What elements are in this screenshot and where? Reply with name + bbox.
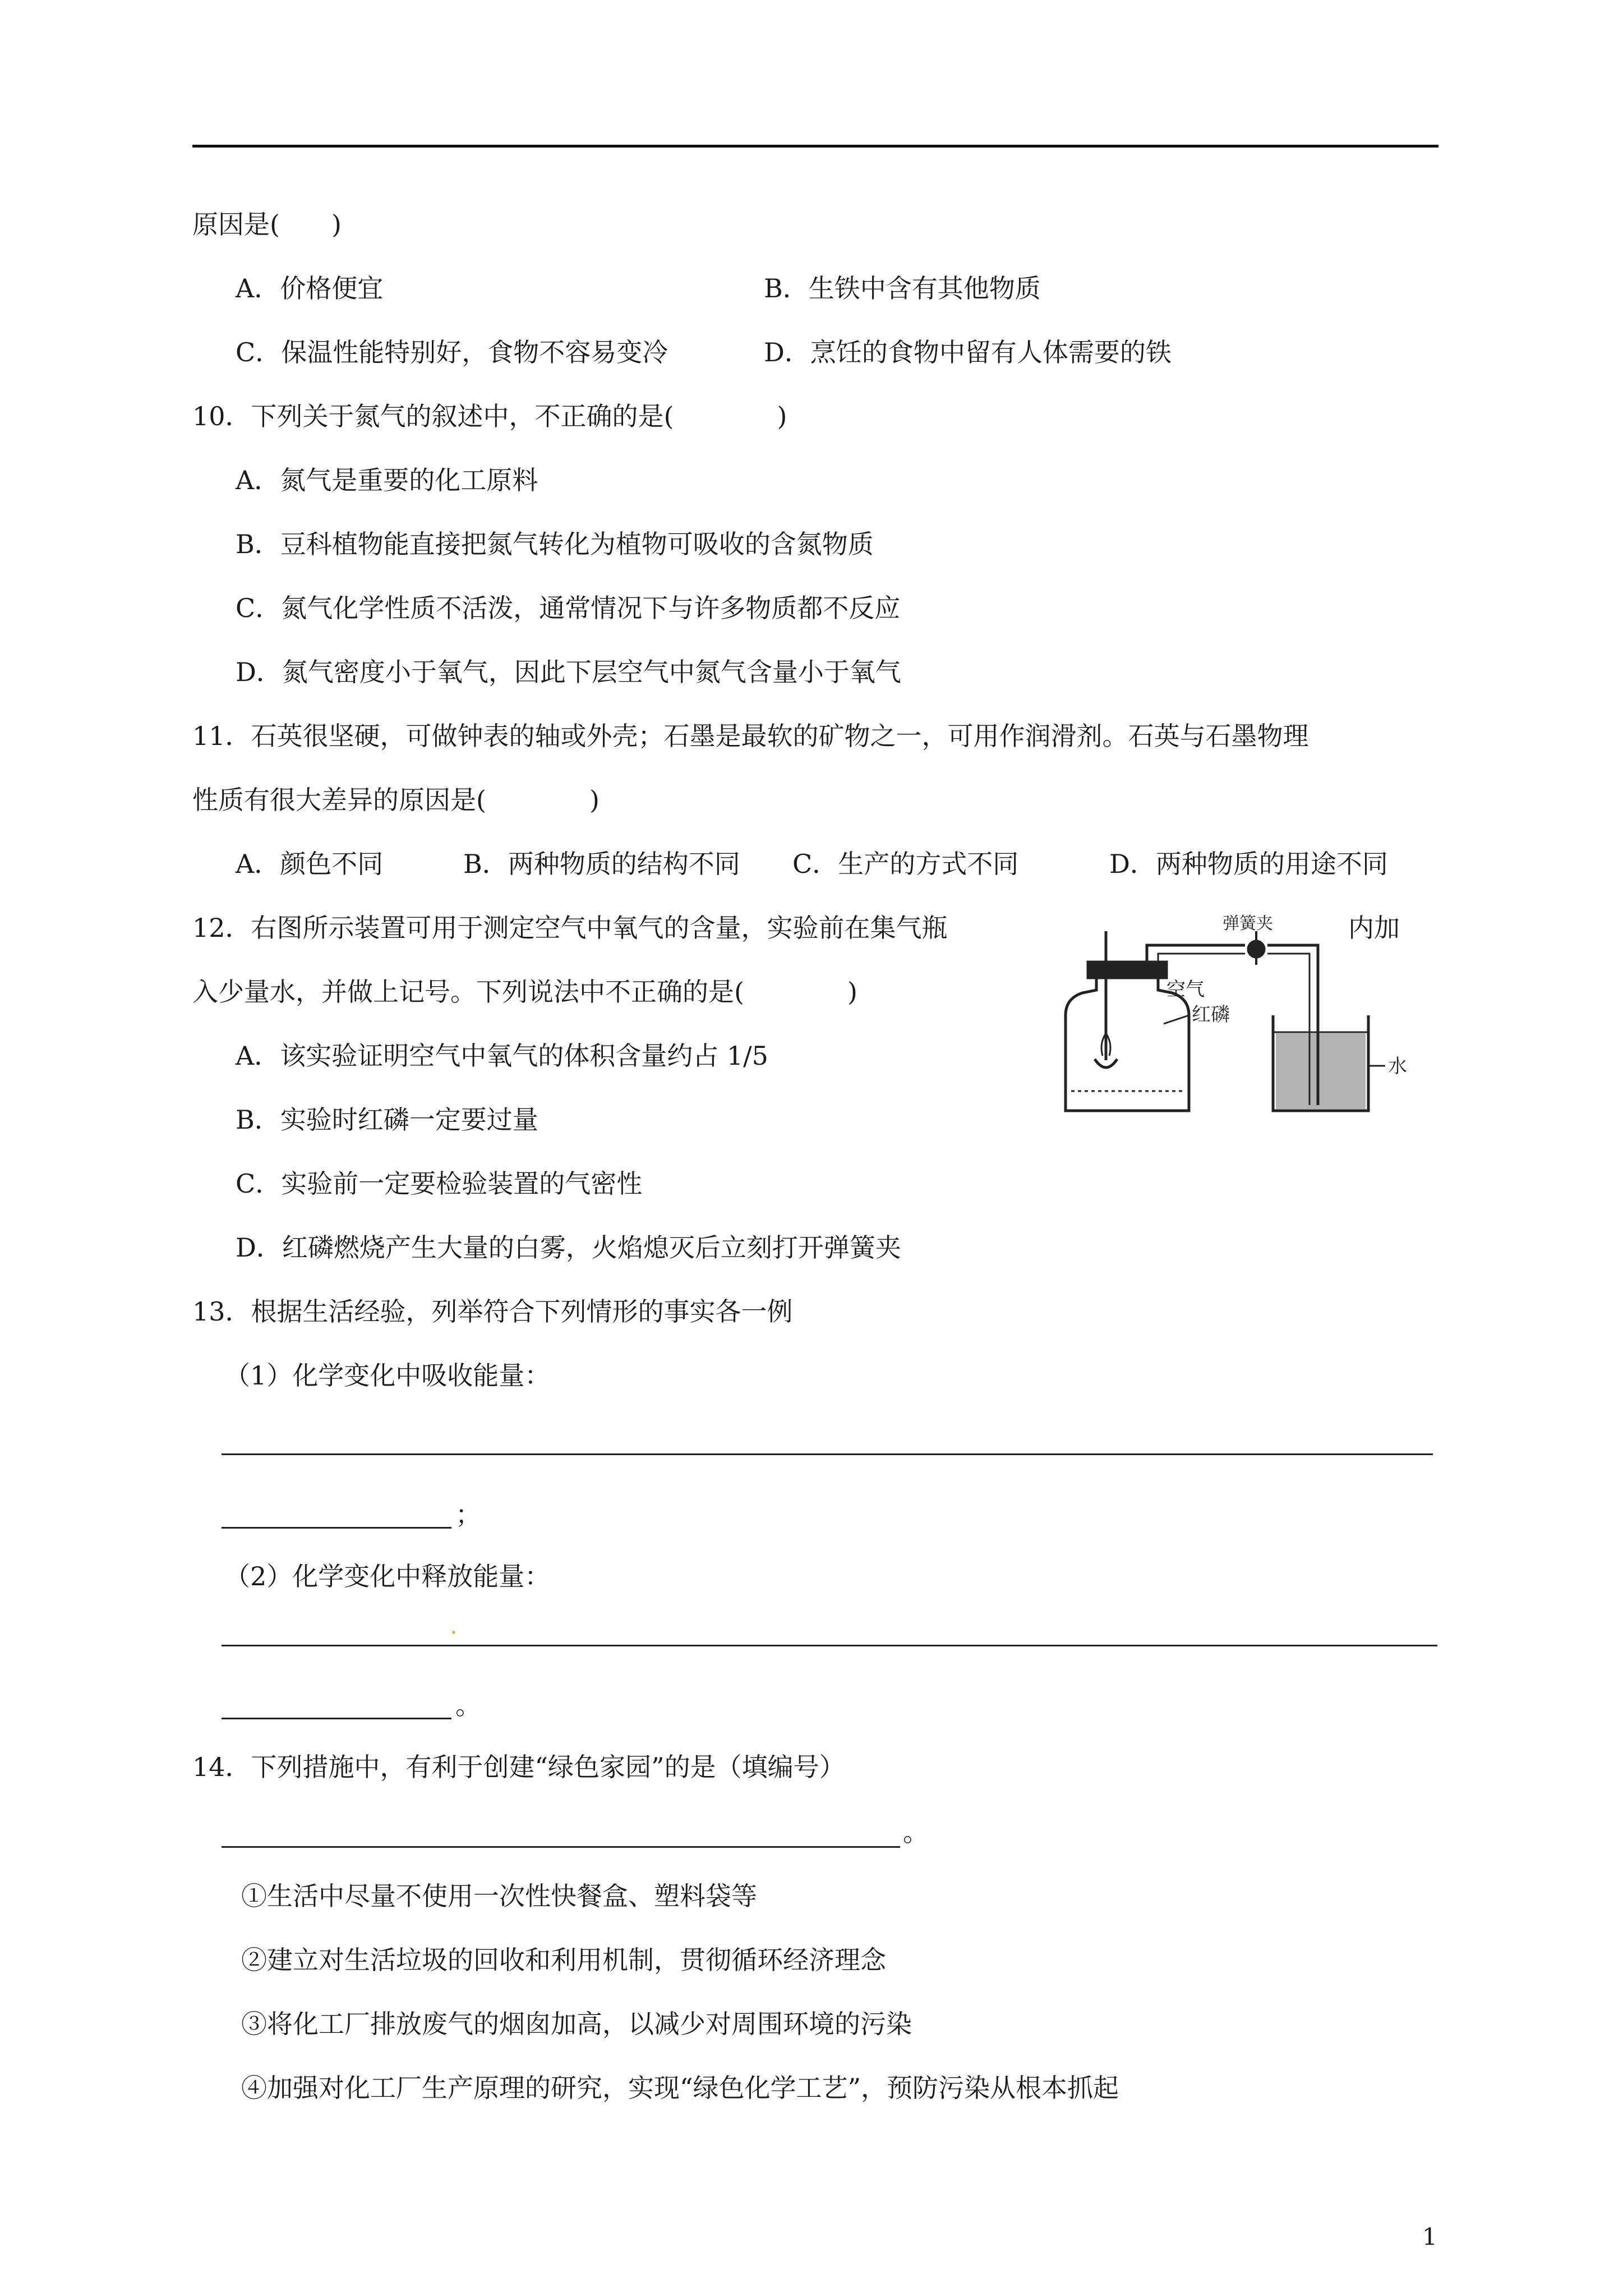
q12-stem-line1-tail: 内加 — [1348, 913, 1400, 943]
q13-part2-answer-line2[interactable] — [222, 1718, 451, 1719]
q12-stem-line2: 入少量水，并做上记号。下列说法中不正确的是( ) — [192, 977, 857, 1007]
q9-stem-tail: 原因是( ) — [192, 209, 342, 240]
q14-stem: 14．下列措施中，有利于创建“绿色家园”的是（填编号） — [192, 1752, 845, 1782]
leader-phosphorus — [1164, 1015, 1189, 1024]
q13-stem: 13．根据生活经验，列举符合下列情形的事实各一例 — [192, 1296, 793, 1327]
q13-part1-end: ； — [455, 1499, 481, 1530]
q13-part1-answer-line1[interactable] — [222, 1453, 1433, 1455]
q12-option-c: C．实验前一定要检验装置的气密性 — [236, 1168, 643, 1199]
q11-option-d: D．两种物质的用途不同 — [1109, 849, 1388, 879]
q11-stem-line1: 11．石英很坚硬，可做钟表的轴或外壳；石墨是最软的矿物之一，可用作润滑剂。石英与石墨物理 — [192, 721, 1309, 751]
q9-option-c: C．保温性能特别好，食物不容易变冷 — [236, 337, 668, 367]
tube-left-inner — [1158, 954, 1245, 962]
combustion-spoon — [1095, 1059, 1117, 1068]
q10-option-a: A．氮气是重要的化工原料 — [236, 465, 538, 495]
q14-item-4: ④加强对化工厂生产原理的研究，实现“绿色化学工艺”，预防污染从根本抓起 — [241, 2073, 1119, 2103]
q13-part1: （1）化学变化中吸收能量： — [224, 1360, 551, 1391]
q14-item-1: ①生活中尽量不使用一次性快餐盒、塑料袋等 — [241, 1881, 757, 1911]
q11-option-c: C．生产的方式不同 — [792, 849, 1019, 879]
rubber-stopper — [1088, 962, 1166, 978]
stray-mark — [452, 1631, 455, 1634]
q11-stem-line2: 性质有很大差异的原因是( ) — [192, 785, 600, 815]
q12-option-b: B．实验时红磷一定要过量 — [236, 1105, 538, 1135]
q12-option-d: D．红磷燃烧产生大量的白雾，火焰熄灭后立刻打开弹簧夹 — [236, 1232, 901, 1263]
label-red-phosphorus: 红磷 — [1192, 1004, 1230, 1026]
q14-answer-line[interactable] — [222, 1846, 900, 1848]
q13-part2-answer-line1[interactable] — [222, 1645, 1437, 1646]
q10-option-b: B．豆科植物能直接把氮气转化为植物可吸收的含氮物质 — [236, 529, 874, 559]
label-air: 空气 — [1166, 978, 1205, 1001]
q13-part2: （2）化学变化中释放能量： — [224, 1561, 551, 1591]
q11-option-b: B．两种物质的结构不同 — [463, 849, 740, 879]
beaker-water-fill — [1276, 1033, 1366, 1109]
header-rule — [192, 145, 1438, 148]
q12-stem-line1: 12．右图所示装置可用于测定空气中氧气的含量，实验前在集气瓶 — [192, 913, 948, 943]
page-number: 1 — [1422, 2223, 1437, 2251]
q14-item-2: ②建立对生活垃圾的回收和利用机制，贯彻循环经济理念 — [241, 1945, 886, 1975]
q14-item-3: ③将化工厂排放废气的烟囱加高，以减少对周围环境的污染 — [241, 2009, 912, 2039]
label-water: 水 — [1388, 1055, 1407, 1078]
q9-option-b: B．生铁中含有其他物质 — [764, 273, 1041, 303]
q13-part1-answer-line2[interactable] — [222, 1527, 451, 1529]
q12-option-a: A．该实验证明空气中氧气的体积含量约占 1/5 — [236, 1041, 768, 1071]
q11-option-a: A．颜色不同 — [236, 849, 384, 879]
label-spring-clip: 弹簧夹 — [1223, 914, 1273, 933]
q9-option-a: A．价格便宜 — [236, 273, 384, 303]
q10-option-c: C．氮气化学性质不活泼，通常情况下与许多物质都不反应 — [236, 593, 901, 623]
q14-answer-end: 。 — [903, 1817, 929, 1847]
q10-stem: 10．下列关于氮气的叙述中，不正确的是( ) — [192, 401, 787, 431]
q13-part2-end: 。 — [455, 1690, 481, 1720]
q10-option-d: D．氮气密度小于氧气，因此下层空气中氮气含量小于氧气 — [236, 657, 901, 687]
q9-option-d: D．烹饪的食物中留有人体需要的铁 — [764, 337, 1172, 367]
